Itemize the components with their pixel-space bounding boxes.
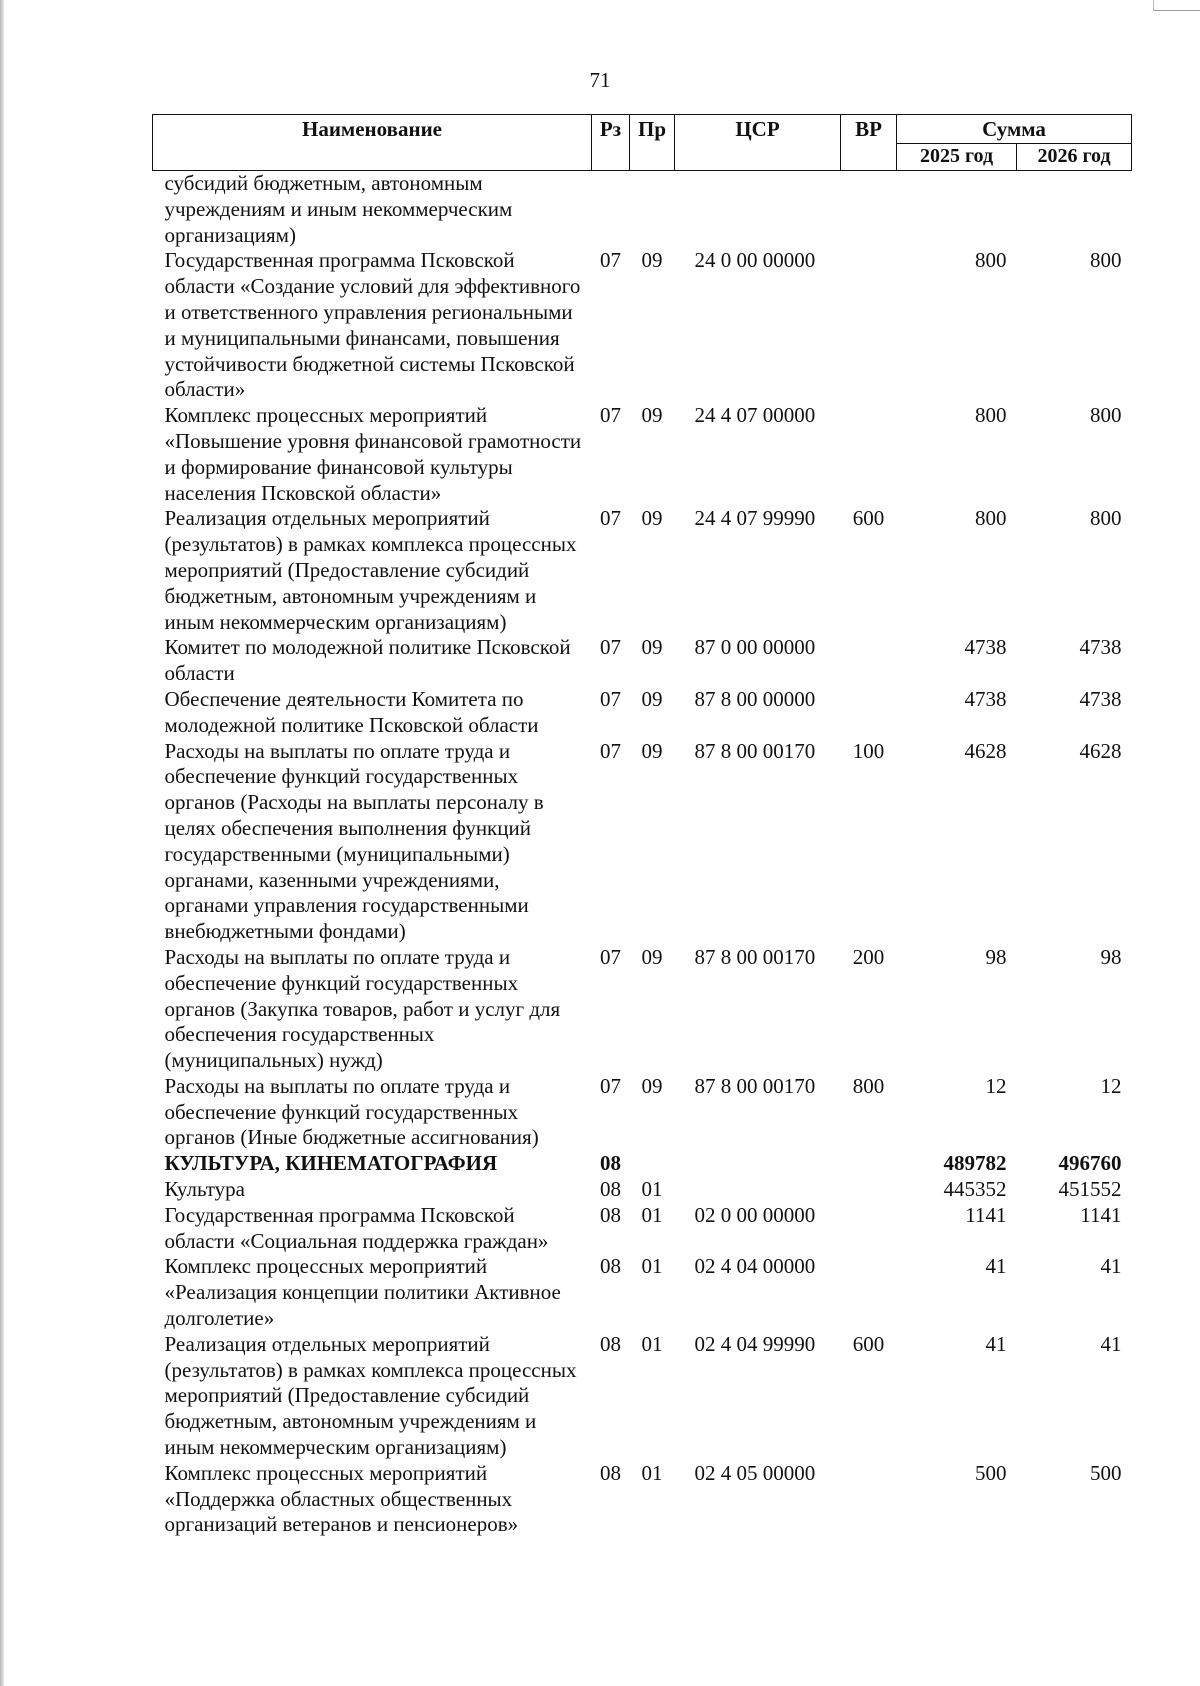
cell-name: Расходы на выплаты по оплате труда и обеспечение функций государственных органов (Расходы на выплаты персоналу в целях обеспечения выполнения функций государственными (муниципальными) органами, казенными учреждениями, органами управления государственными внебюджетными фондами): [164, 738, 544, 944]
cell-sum-2025: [897, 171, 1017, 249]
cell-sum-2025: 445352: [943, 1177, 1007, 1202]
cell-vr: [841, 1254, 897, 1331]
cell-sum-2026: 800: [1090, 506, 1122, 531]
cell-name: Культура: [164, 1177, 245, 1202]
cell-sum-2026: 800: [1090, 248, 1122, 273]
cell-csr: [675, 1177, 841, 1203]
cell-rz: [592, 171, 630, 249]
cell-csr: 24 0 00 00000: [694, 248, 816, 273]
cell-pr: 01: [641, 1331, 663, 1356]
cell-sum-2025: 800: [975, 248, 1007, 273]
cell-vr: [841, 687, 897, 739]
header-csr: ЦСР: [675, 115, 841, 171]
table-row: [153, 635, 1132, 687]
cell-pr: 09: [641, 403, 663, 428]
cell-pr: [630, 171, 675, 249]
cell-name: Государственная программа Псковской области «Создание условий для эффективного и ответственного управления региональными и муниципальными финансами, повышения устойчивости бюджетной системы Псковской области»: [164, 248, 581, 402]
cell-csr: [675, 171, 841, 249]
cell-sum-2025: 12: [985, 1073, 1007, 1098]
cell-pr: 09: [641, 635, 663, 660]
cell-sum-2026: 1141: [1080, 1202, 1122, 1227]
cell-pr: 09: [641, 248, 663, 273]
cell-csr: 24 4 07 00000: [694, 403, 816, 428]
table-row: [153, 687, 1132, 739]
cell-rz: 07: [600, 1073, 621, 1098]
cell-vr: 200: [852, 944, 885, 969]
cell-name: Государственная программа Псковской области «Социальная поддержка граждан»: [164, 1202, 549, 1253]
cell-sum-2025: 41: [985, 1254, 1007, 1279]
cell-name: Расходы на выплаты по оплате труда и обеспечение функций государственных органов (Закупка товаров, работ и услуг для обеспечения государственных (муниципальных) нужд): [164, 944, 561, 1073]
cell-vr: [841, 403, 897, 506]
cell-vr: [841, 1151, 897, 1177]
cell-name: Комплекс процессных мероприятий «Повышение уровня финансовой грамотности и формирование финансовой культуры населения Псковской области»: [164, 403, 582, 505]
cell-name: Комплекс процессных мероприятий «Поддержка областных общественных организаций ветеранов и пенсионеров»: [164, 1460, 519, 1537]
cell-pr: 09: [641, 944, 663, 969]
header-vr: ВР: [841, 115, 897, 171]
cell-sum-2026: 496760: [1058, 1151, 1122, 1176]
table-row: [153, 1254, 1132, 1331]
table-row: [153, 739, 1132, 945]
cell-csr: 02 4 04 99990: [694, 1331, 816, 1356]
cell-sum-2025: 800: [975, 403, 1007, 428]
cell-rz: 07: [600, 944, 621, 969]
header-name: Наименование: [153, 115, 592, 171]
cell-name: Комитет по молодежной политике Псковской области: [164, 635, 571, 686]
scan-corner-mark: [1153, 0, 1200, 11]
table-row: [153, 1177, 1132, 1203]
cell-csr: 87 0 00 00000: [694, 635, 816, 660]
cell-csr: [675, 1151, 841, 1177]
cell-rz: 08: [600, 1151, 621, 1176]
cell-sum-2026: 4738: [1079, 635, 1122, 660]
cell-sum-2025: 41: [985, 1331, 1007, 1356]
cell-sum-2025: 500: [975, 1460, 1007, 1485]
table-header: [153, 115, 1132, 171]
cell-sum-2026: 451552: [1058, 1177, 1122, 1202]
cell-sum-2026: 41: [1100, 1331, 1122, 1356]
cell-pr: 01: [641, 1177, 663, 1202]
cell-csr: 02 4 05 00000: [694, 1460, 816, 1485]
table-row: [153, 1074, 1132, 1151]
cell-sum-2026: 500: [1090, 1460, 1122, 1485]
cell-name: КУЛЬТУРА, КИНЕМАТОГРАФИЯ: [164, 1151, 498, 1176]
cell-csr: 02 0 00 00000: [694, 1202, 816, 1227]
cell-pr: 09: [641, 686, 663, 711]
table-row: [153, 945, 1132, 1074]
cell-rz: 07: [600, 686, 621, 711]
cell-sum-2025: 98: [985, 944, 1007, 969]
cell-sum-2025: 800: [975, 506, 1007, 531]
table-row: [153, 1203, 1132, 1255]
table-row: [153, 403, 1132, 506]
header-year-2026: 2026 год: [1017, 144, 1132, 171]
table-row: [153, 1461, 1132, 1538]
cell-sum-2025: 4738: [964, 686, 1007, 711]
cell-sum-2025: 489782: [943, 1151, 1007, 1176]
cell-sum-2026: 41: [1100, 1254, 1122, 1279]
table-row: [153, 248, 1132, 403]
cell-vr: [841, 248, 897, 403]
table-row: [153, 1332, 1132, 1461]
page-number: 71: [589, 68, 611, 92]
cell-rz: 07: [600, 248, 621, 273]
cell-pr: [630, 1151, 675, 1177]
budget-table: [152, 114, 1132, 1538]
cell-sum-2026: [1017, 171, 1132, 249]
header-rz: Рз: [592, 115, 630, 171]
cell-sum-2026: 4738: [1079, 686, 1122, 711]
cell-pr: 09: [641, 1073, 663, 1098]
cell-rz: 07: [600, 635, 621, 660]
cell-sum-2025: 4628: [964, 738, 1007, 763]
cell-rz: 08: [600, 1177, 621, 1202]
cell-vr: 100: [852, 738, 885, 763]
table-row: [153, 506, 1132, 635]
cell-rz: 08: [600, 1331, 621, 1356]
cell-pr: 01: [641, 1254, 663, 1279]
header-sum: Сумма: [897, 115, 1132, 144]
cell-name: субсидий бюджетным, автономным учреждениям и иным некоммерческим организациям): [164, 171, 513, 247]
cell-rz: 08: [600, 1254, 621, 1279]
cell-csr: 02 4 04 00000: [694, 1254, 816, 1279]
cell-vr: 800: [852, 1073, 885, 1098]
cell-pr: 01: [641, 1202, 663, 1227]
cell-vr: [841, 635, 897, 687]
cell-rz: 07: [600, 506, 621, 531]
header-pr: Пр: [630, 115, 675, 171]
cell-vr: [841, 1461, 897, 1538]
cell-rz: 07: [600, 738, 621, 763]
cell-sum-2025: 1141: [965, 1202, 1007, 1227]
cell-rz: 08: [600, 1460, 621, 1485]
cell-sum-2025: 4738: [964, 635, 1007, 660]
cell-vr: 600: [852, 506, 885, 531]
cell-name: Обеспечение деятельности Комитета по молодежной политике Псковской области: [164, 686, 539, 737]
cell-name: Расходы на выплаты по оплате труда и обеспечение функций государственных органов (Иные бюджетные ассигнования): [164, 1073, 539, 1150]
table-row: [153, 171, 1132, 249]
cell-rz: 07: [600, 403, 621, 428]
scan-edge-left: [0, 0, 4, 1686]
cell-csr: 87 8 00 00170: [694, 738, 816, 763]
cell-vr: 600: [852, 1331, 885, 1356]
cell-rz: 08: [600, 1202, 621, 1227]
cell-csr: 87 8 00 00170: [694, 1073, 816, 1098]
cell-pr: 09: [641, 506, 663, 531]
cell-sum-2026: 12: [1100, 1073, 1122, 1098]
cell-name: Комплекс процессных мероприятий «Реализация концепции политики Активное долголетие»: [164, 1254, 561, 1331]
cell-sum-2026: 800: [1090, 403, 1122, 428]
cell-sum-2026: 4628: [1079, 738, 1122, 763]
cell-pr: 01: [641, 1460, 663, 1485]
cell-vr: [841, 1203, 897, 1255]
cell-vr: [841, 171, 897, 249]
cell-csr: 24 4 07 99990: [694, 506, 816, 531]
table-row: [153, 1151, 1132, 1177]
table-body: [153, 171, 1132, 1539]
cell-name: Реализация отдельных мероприятий (результатов) в рамках комплекса процессных мероприятий (Предоставление субсидий бюджетным, автономным учреждениям и иным некоммерческим организациям): [164, 506, 577, 634]
header-year-2025: 2025 год: [897, 144, 1017, 171]
cell-pr: 09: [641, 738, 663, 763]
cell-sum-2026: 98: [1100, 944, 1122, 969]
cell-vr: [841, 1177, 897, 1203]
cell-csr: 87 8 00 00170: [694, 944, 816, 969]
cell-name: Реализация отдельных мероприятий (результатов) в рамках комплекса процессных мероприятий (Предоставление субсидий бюджетным, автономным учреждениям и иным некоммерческим организациям): [164, 1331, 577, 1460]
cell-csr: 87 8 00 00000: [694, 686, 816, 711]
